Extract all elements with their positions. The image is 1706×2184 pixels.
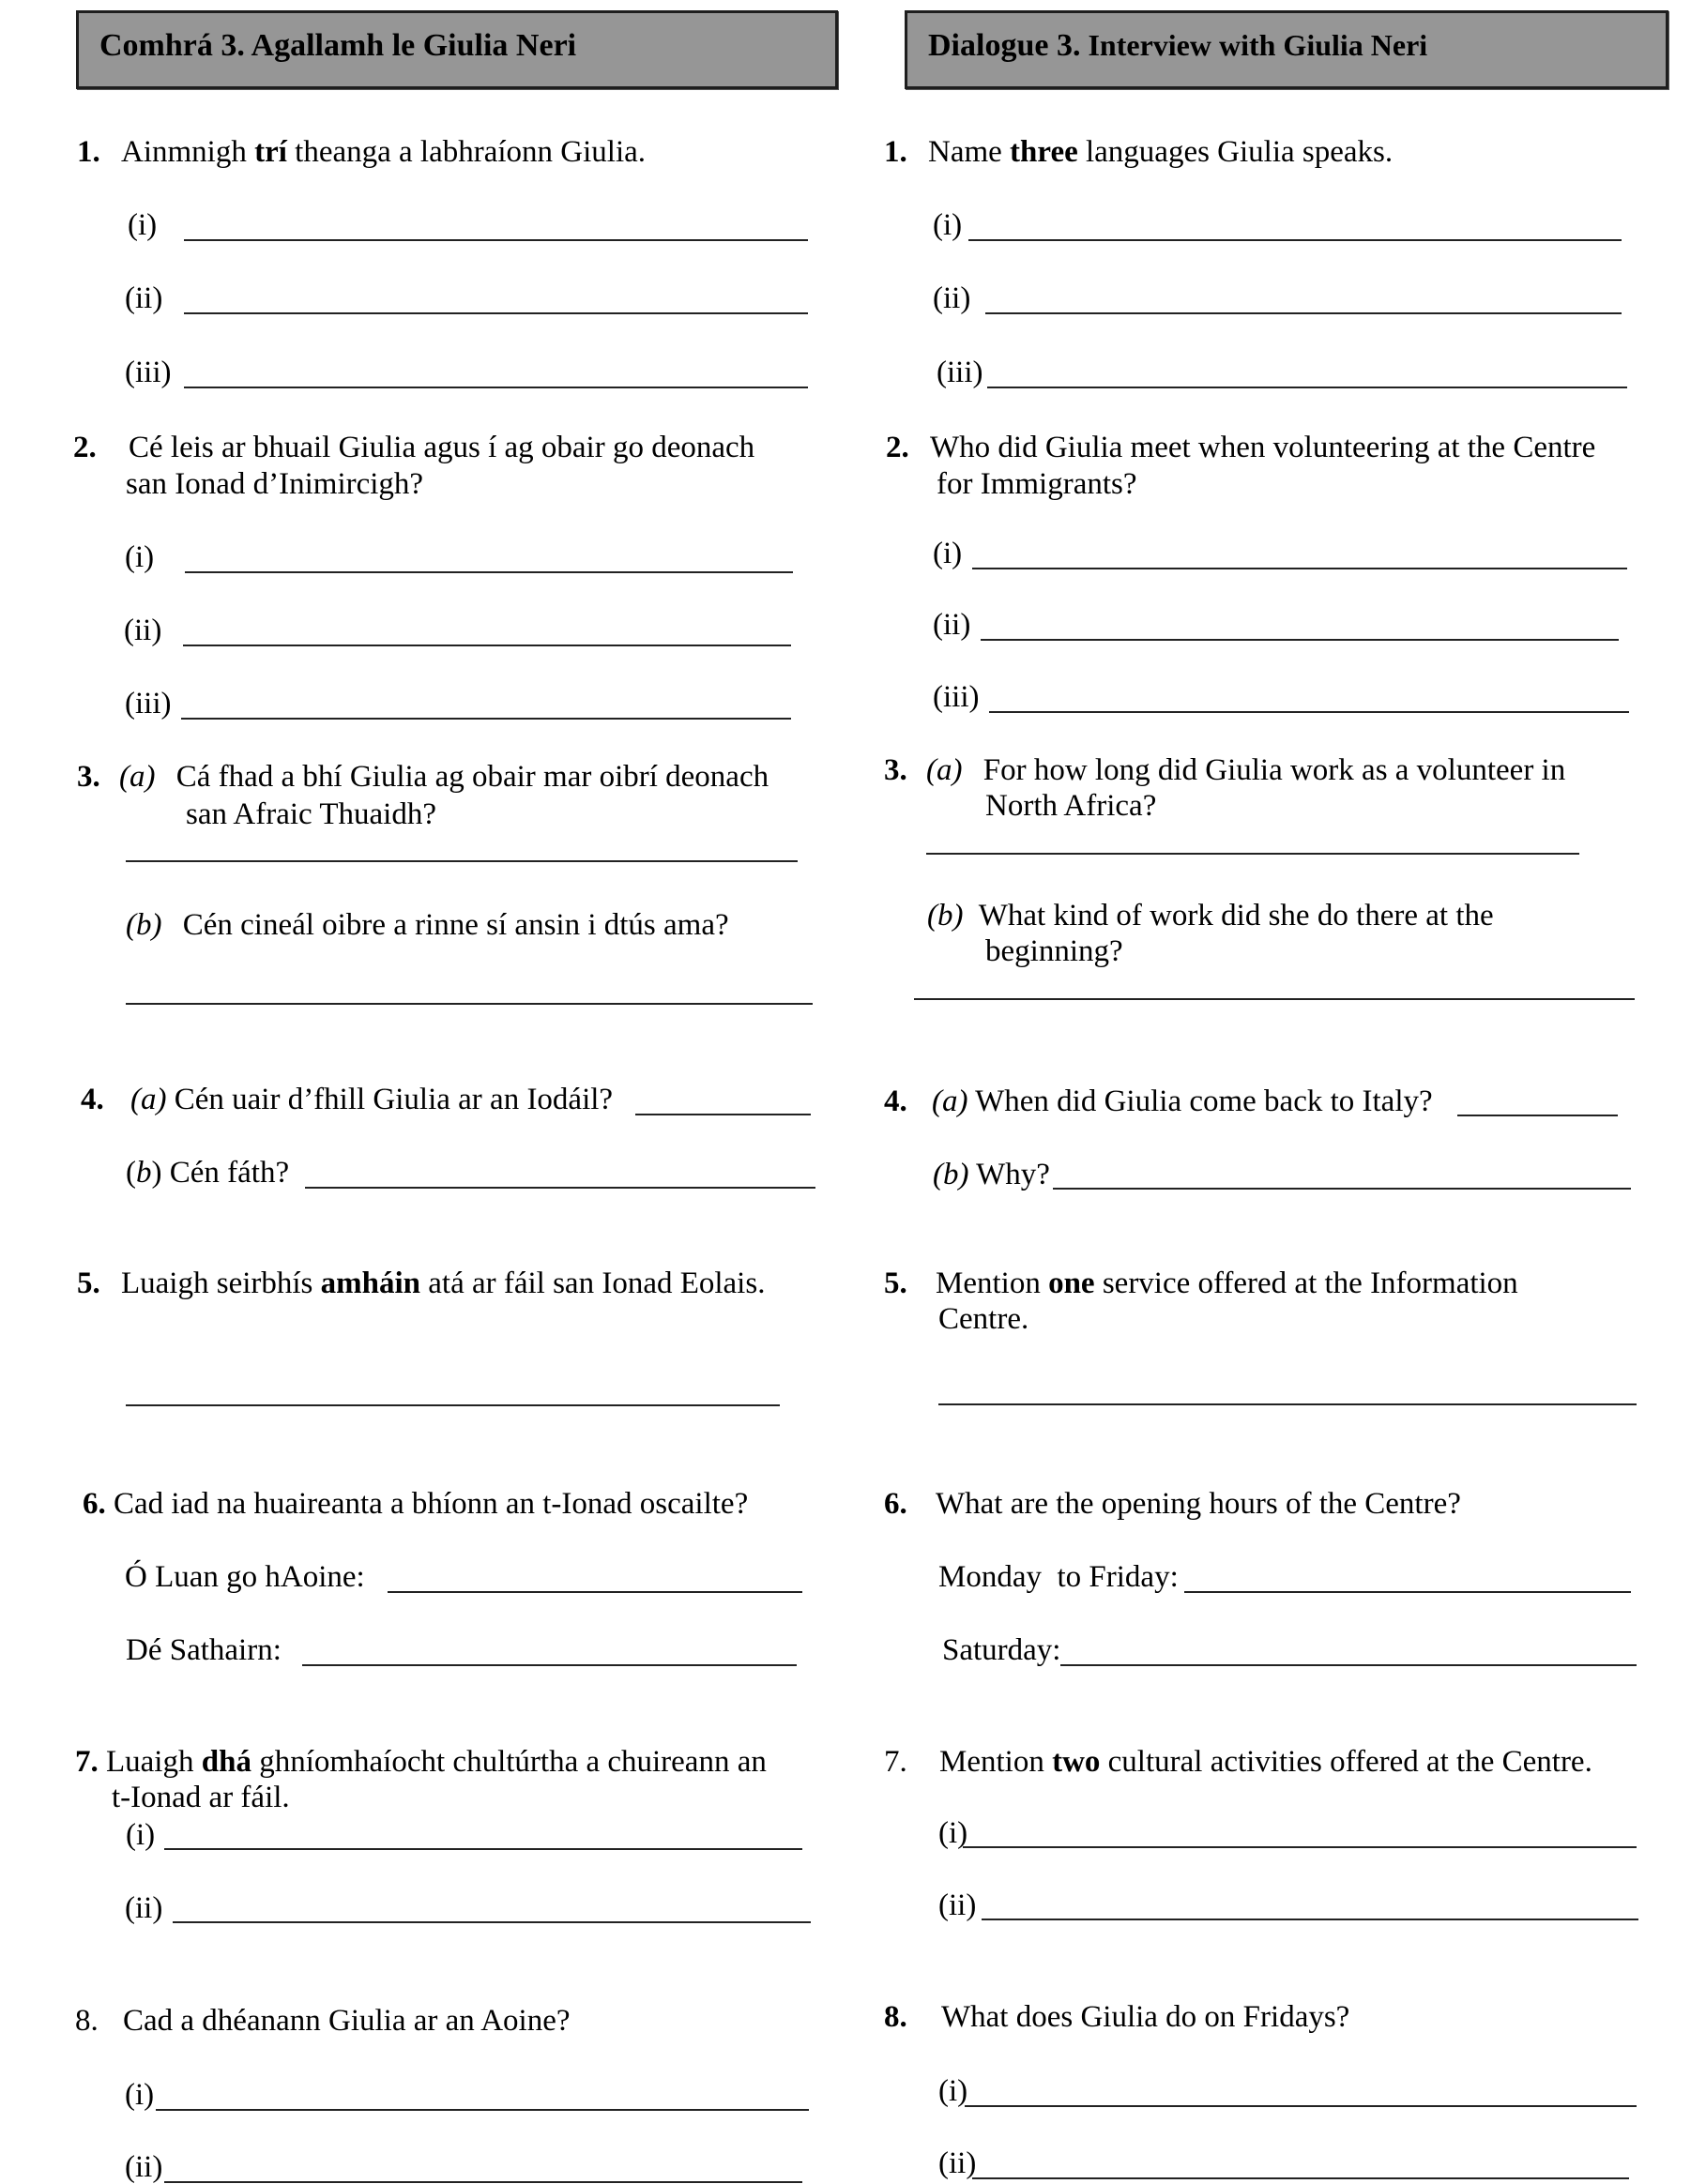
irish-q4b: (b) Cén fáth? [126, 1156, 290, 1190]
english-q6-weekdays-answer[interactable] [1184, 1591, 1631, 1593]
english-q4b: (b) Why? [933, 1158, 1050, 1191]
irish-q2-label-iii: (iii) [125, 687, 172, 720]
english-q3b-line2: beginning? [985, 934, 1123, 968]
english-q7-label-i: (i) [938, 1816, 968, 1850]
irish-q1-label-i: (i) [128, 208, 158, 242]
english-q2-label-ii: (ii) [933, 608, 971, 642]
irish-q1-answer-i[interactable] [184, 239, 808, 241]
english-q2-answer-i[interactable] [972, 568, 1627, 569]
english-q6: 6. What are the opening hours of the Centre? [884, 1487, 1461, 1521]
irish-q6-weekdays-label: Ó Luan go hAoine: [125, 1560, 365, 1594]
english-q5-answer[interactable] [938, 1403, 1637, 1405]
irish-q3a-line2: san Afraic Thuaidh? [186, 797, 436, 831]
irish-q5-answer[interactable] [126, 1404, 780, 1406]
irish-q4a-answer[interactable] [635, 1114, 811, 1115]
irish-q7-answer-ii[interactable] [173, 1921, 811, 1923]
irish-q8: 8. Cad a dhéanann Giulia ar an Aoine? [75, 2004, 571, 2038]
irish-q2-label-i: (i) [125, 540, 155, 574]
english-q4a-answer[interactable] [1457, 1115, 1618, 1116]
english-title-box [905, 10, 1668, 89]
english-q1-answer-i[interactable] [968, 239, 1622, 241]
english-q7: 7. Mention two cultural activities offered at the Centre. [884, 1745, 1592, 1779]
irish-q2-label-ii: (ii) [124, 614, 162, 647]
irish-q6-saturday-label: Dé Sathairn: [126, 1633, 282, 1667]
irish-q2-answer-iii[interactable] [181, 718, 791, 720]
english-q4a: 4. (a) When did Giulia come back to Italy? [884, 1084, 1433, 1118]
english-q5: 5. Mention one service offered at the Information [884, 1266, 1518, 1300]
english-q3b: (b) What kind of work did she do there at the [927, 899, 1494, 933]
irish-q7: 7. Luaigh dhá ghníomhaíocht chultúrtha a chuireann an [75, 1745, 767, 1779]
english-q6-saturday-label: Saturday: [942, 1633, 1061, 1667]
english-q3a-line2: North Africa? [985, 789, 1157, 823]
english-q7-label-ii: (ii) [938, 1888, 977, 1922]
english-q8-label-ii: (ii) [938, 2146, 977, 2180]
irish-q6: 6. Cad iad na huaireanta a bhíonn an t-Ionad oscailte? [83, 1487, 749, 1521]
irish-title-box [76, 10, 838, 89]
irish-q1-label-iii: (iii) [125, 356, 172, 389]
english-q4b-answer[interactable] [1053, 1188, 1631, 1190]
irish-q8-label-i: (i) [125, 2078, 155, 2112]
english-q3a: 3. (a) For how long did Giulia work as a volunteer in [884, 753, 1566, 787]
irish-q8-label-ii: (ii) [125, 2150, 163, 2184]
english-q2-label-i: (i) [933, 537, 963, 570]
irish-q7-answer-i[interactable] [164, 1848, 802, 1850]
english-q1-label-ii: (ii) [933, 281, 971, 315]
irish-title: Comhrá 3. Agallamh le Giulia Neri [99, 28, 577, 63]
english-q2-line2: for Immigrants? [937, 467, 1137, 501]
english-q1-answer-iii[interactable] [987, 387, 1627, 388]
english-q1-answer-ii[interactable] [985, 312, 1622, 314]
english-q7-answer-i[interactable] [963, 1846, 1637, 1848]
english-q8-answer-i[interactable] [965, 2105, 1637, 2107]
irish-q3b: (b) Cén cineál oibre a rinne sí ansin i dtús ama? [126, 908, 729, 942]
irish-q3a-answer[interactable] [126, 860, 798, 862]
english-q1-label-iii: (iii) [937, 356, 983, 389]
irish-q4b-answer[interactable] [305, 1187, 815, 1189]
irish-q6-saturday-answer[interactable] [302, 1664, 797, 1666]
irish-q2-answer-i[interactable] [185, 571, 793, 573]
english-q8-label-i: (i) [938, 2074, 968, 2108]
english-q6-weekdays-label: Monday to Friday: [938, 1560, 1179, 1594]
irish-q7-label-ii: (ii) [125, 1891, 163, 1925]
irish-q3a: 3. (a) Cá fhad a bhí Giulia ag obair mar oibrí deonach [77, 760, 769, 794]
irish-q7-label-i: (i) [126, 1818, 156, 1852]
english-q1-label-i: (i) [933, 208, 963, 242]
english-q5-line2: Centre. [938, 1302, 1029, 1336]
irish-q1-answer-ii[interactable] [184, 312, 808, 314]
irish-q3b-answer[interactable] [126, 1003, 813, 1005]
english-q3b-answer[interactable] [914, 998, 1635, 1000]
irish-q2-answer-ii[interactable] [183, 645, 791, 646]
irish-q2-line2: san Ionad d’Inimircigh? [126, 467, 424, 501]
english-q3a-answer[interactable] [926, 853, 1579, 855]
irish-q6-weekdays-answer[interactable] [388, 1591, 802, 1593]
english-q2-answer-ii[interactable] [981, 639, 1619, 641]
english-q2-label-iii: (iii) [933, 680, 980, 714]
irish-q4a: 4. (a) Cén uair d’fhill Giulia ar an Iodáil? [81, 1083, 614, 1116]
irish-q2: 2. Cé leis ar bhuail Giulia agus í ag obair go deonach [73, 431, 755, 464]
english-title: Dialogue 3. Interview with Giulia Neri [928, 28, 1428, 63]
english-q8-answer-ii[interactable] [972, 2177, 1629, 2179]
irish-q1-label-ii: (ii) [125, 281, 163, 315]
irish-q1-answer-iii[interactable] [184, 387, 808, 388]
irish-q8-answer-ii[interactable] [164, 2181, 802, 2183]
english-q2-answer-iii[interactable] [989, 711, 1629, 713]
irish-q1: 1. Ainmnigh trí theanga a labhraíonn Giulia. [77, 135, 647, 169]
english-q7-answer-ii[interactable] [982, 1919, 1638, 1920]
english-q1: 1. Name three languages Giulia speaks. [884, 135, 1394, 169]
english-q2: 2. Who did Giulia meet when volunteering at the Centre [886, 431, 1596, 464]
irish-q7-line2: t-Ionad ar fáil. [112, 1781, 290, 1814]
irish-q5: 5. Luaigh seirbhís amháin atá ar fáil san Ionad Eolais. [77, 1266, 766, 1300]
irish-q8-answer-i[interactable] [156, 2109, 809, 2111]
english-q6-saturday-answer[interactable] [1060, 1664, 1637, 1666]
english-q8: 8. What does Giulia do on Fridays? [884, 2000, 1350, 2034]
